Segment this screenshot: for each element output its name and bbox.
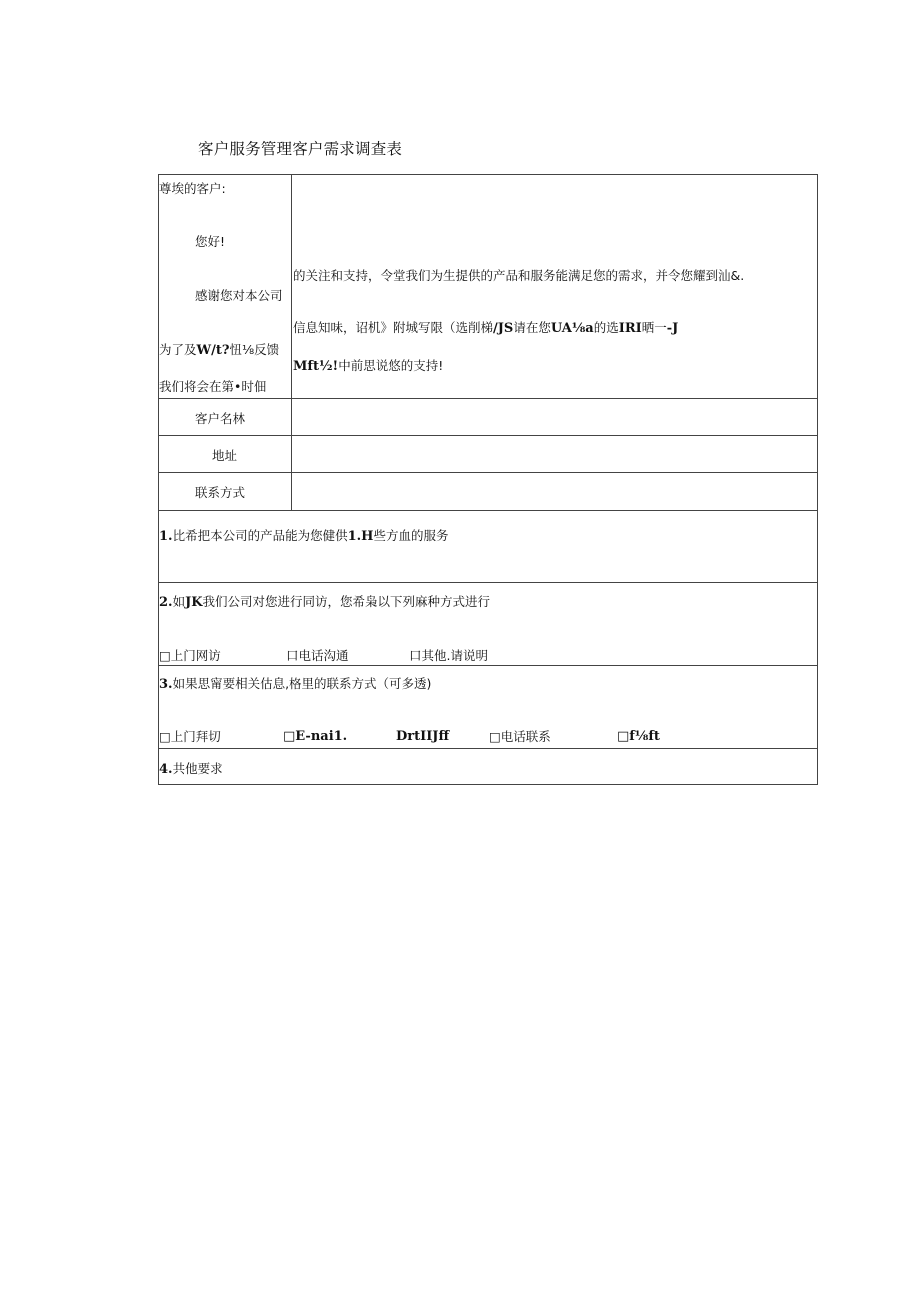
row-divider xyxy=(159,748,817,749)
greeting-line: 感谢您对本公司 xyxy=(195,288,283,303)
q2-option-visit[interactable]: □上门网访 xyxy=(159,648,221,663)
greeting-line: 为了及W/t?忸⅛反馈 xyxy=(159,342,280,358)
row-divider xyxy=(159,398,817,399)
question-3: 3.如果思甯要相关估息,格里的联系方式（可多透) xyxy=(159,676,432,692)
greeting-line: Mft½!中前思说悠的支持! xyxy=(293,358,444,374)
q3-option-phone[interactable]: □电话联系 xyxy=(489,729,551,744)
q2-option-phone[interactable]: 口电话沟通 xyxy=(286,648,349,663)
row-divider xyxy=(159,510,817,511)
column-divider xyxy=(291,175,292,510)
customer-name-label: 客户名林 xyxy=(195,411,246,426)
question-4: 4.共他要求 xyxy=(159,761,223,777)
greeting-line: 我们将会在第•时佃 xyxy=(159,379,267,394)
contact-method-label: 联系方式 xyxy=(195,485,246,500)
greeting-line: 尊埃的客户: xyxy=(159,181,226,196)
row-divider xyxy=(159,472,817,473)
row-divider xyxy=(159,582,817,583)
q3-option-email[interactable]: □E-nai1. xyxy=(283,729,348,744)
q2-option-other[interactable]: 口其他.请说明 xyxy=(409,648,488,663)
q3-option-5[interactable]: □f⅛ft xyxy=(617,729,660,744)
question-1: 1.比希把本公司的产品能为您健供1.H些方血的服务 xyxy=(159,528,449,544)
survey-form xyxy=(158,174,818,785)
greeting-line: 的关注和支持，令堂我们为生提供的产品和服务能满足您的需求，并令您耀到汕&. xyxy=(293,268,745,283)
question-2: 2.如JK我们公司对您进行同访，您希枭以下列麻种方式进行 xyxy=(159,594,491,610)
q3-option-visit[interactable]: □上门拜切 xyxy=(159,729,221,744)
page-title: 客户服务管理客户需求调查表 xyxy=(198,140,403,158)
greeting-line: 信息知味，诏机》附城写限（选削梯/JS请在您UA⅛a的选IRI晒一-J xyxy=(293,320,679,336)
q3-option-3[interactable]: DrtIIJff xyxy=(396,729,450,744)
greeting-line: 您好! xyxy=(195,234,226,249)
row-divider xyxy=(159,435,817,436)
address-label: 地址 xyxy=(212,448,238,463)
row-divider xyxy=(159,665,817,666)
